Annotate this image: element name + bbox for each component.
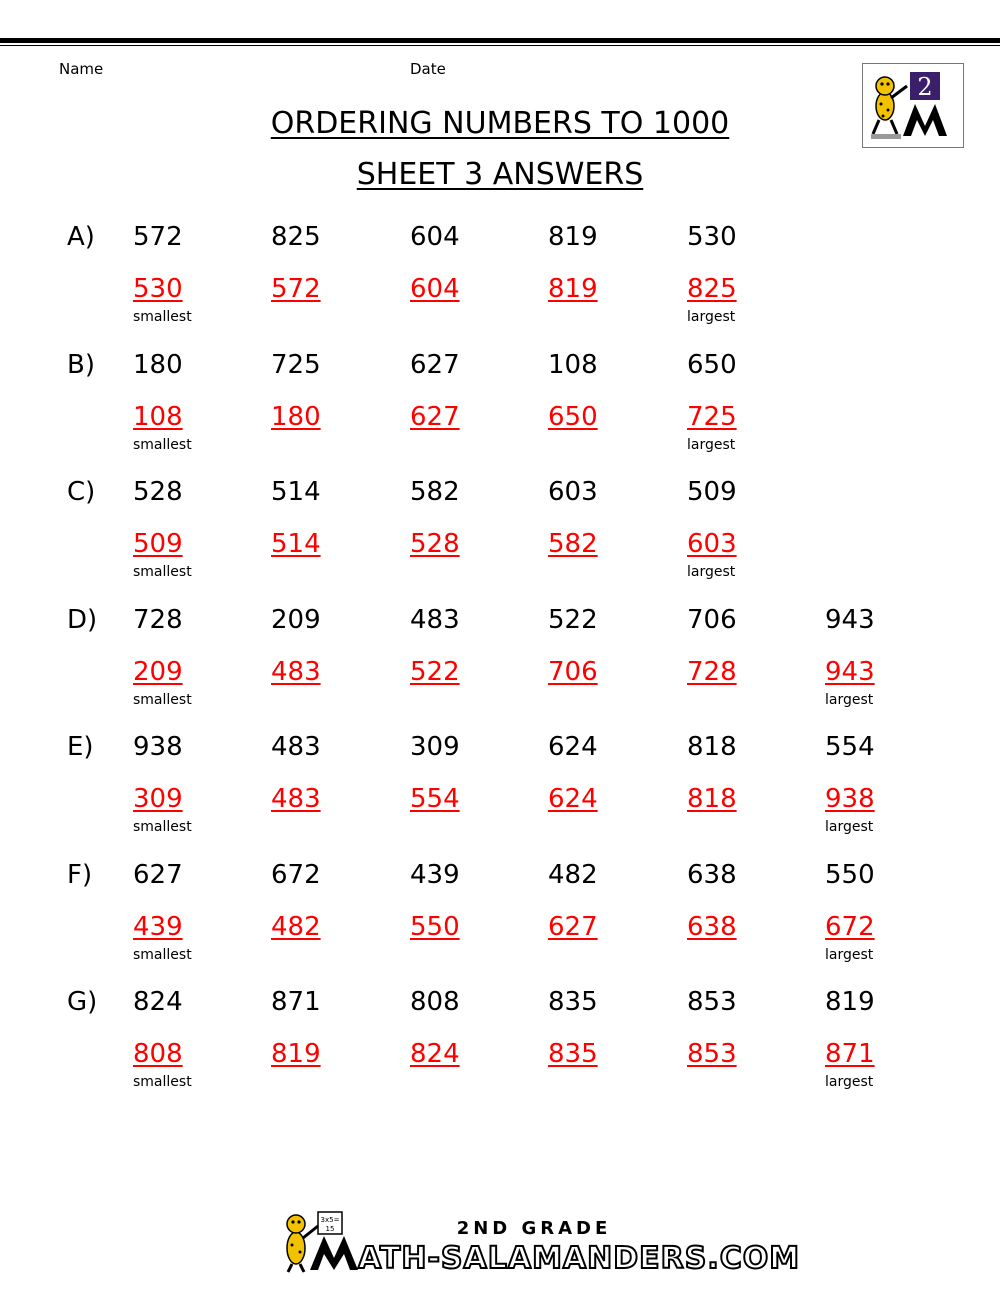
answer-number: 825 [687, 274, 737, 304]
largest-label: largest [825, 946, 874, 963]
problem-number: 819 [825, 987, 875, 1017]
answer-number: 483 [271, 784, 321, 814]
smallest-label: smallest [133, 819, 192, 835]
answer-number: 650 [548, 401, 598, 432]
problem-number: 108 [548, 349, 598, 380]
problem-number: 624 [548, 732, 598, 762]
salamander-logo [862, 63, 964, 148]
problem-number: 309 [410, 732, 460, 762]
answer-number: 819 [548, 274, 598, 304]
answer-number: 938 [825, 784, 875, 814]
problem-number: 604 [410, 222, 460, 252]
problem-number: 853 [687, 987, 737, 1017]
smallest-label: smallest [133, 309, 192, 325]
answer-number: 627 [548, 911, 598, 942]
answer-number: 582 [548, 529, 598, 559]
name-label: Name [59, 60, 104, 78]
problem-number: 209 [271, 604, 321, 635]
problem-letter: F) [67, 859, 93, 890]
answer-number: 818 [687, 784, 737, 814]
problem-letter: D) [67, 604, 98, 635]
answer-number: 871 [825, 1039, 875, 1069]
answer-number: 638 [687, 911, 737, 942]
smallest-label: smallest [133, 1074, 192, 1090]
answer-number: 706 [548, 656, 598, 687]
problem-number: 582 [410, 477, 460, 507]
largest-label: largest [825, 819, 874, 835]
answer-number: 604 [410, 274, 460, 304]
largest-label: largest [687, 436, 736, 453]
problem-number: 627 [410, 349, 460, 380]
problem-number: 439 [410, 859, 460, 890]
problem-number: 819 [548, 222, 598, 252]
problem-number: 528 [133, 477, 183, 507]
answer-number: 439 [133, 911, 183, 942]
footer-board-text-1: 3x5= [320, 1216, 340, 1224]
answer-number: 627 [410, 401, 460, 432]
problem-number: 483 [271, 732, 321, 762]
answer-number: 835 [548, 1039, 598, 1069]
problem-number: 824 [133, 987, 183, 1017]
page-subtitle: SHEET 3 ANSWERS [356, 157, 644, 192]
answer-number: 550 [410, 911, 460, 942]
answer-number: 528 [410, 529, 460, 559]
problem-letter: G) [67, 987, 98, 1017]
largest-label: largest [687, 564, 736, 580]
problem-number: 825 [271, 222, 321, 252]
problem-letter: C) [67, 477, 96, 507]
problem-number: 835 [548, 987, 598, 1017]
problem-number: 638 [687, 859, 737, 890]
answer-number: 514 [271, 529, 321, 559]
problem-number: 483 [410, 604, 460, 635]
problem-number: 938 [133, 732, 183, 762]
answer-number: 209 [133, 656, 183, 687]
answer-number: 853 [687, 1039, 737, 1069]
answer-number: 483 [271, 656, 321, 687]
problem-number: 871 [271, 987, 321, 1017]
problem-number: 522 [548, 604, 598, 635]
problem-number: 180 [133, 349, 183, 380]
problem-number: 550 [825, 859, 875, 890]
answer-number: 572 [271, 274, 321, 304]
answer-number: 180 [271, 401, 321, 432]
problem-letter: A) [67, 222, 95, 252]
page-title: ORDERING NUMBERS TO 1000 [270, 106, 730, 141]
answer-number: 522 [410, 656, 460, 687]
problem-number: 603 [548, 477, 598, 507]
smallest-label: smallest [133, 436, 192, 453]
footer-site-text: ATH-SALAMANDERS.COM [358, 1241, 801, 1276]
largest-label: largest [825, 1074, 874, 1090]
problem-number: 725 [271, 349, 321, 380]
answer-number: 728 [687, 656, 737, 687]
problem-number: 706 [687, 604, 737, 635]
date-label: Date [410, 60, 446, 78]
problem-number: 627 [133, 859, 183, 890]
problem-number: 808 [410, 987, 460, 1017]
answer-number: 624 [548, 784, 598, 814]
answer-number: 309 [133, 784, 183, 814]
largest-label: largest [687, 309, 736, 325]
salamander-logo-icon [863, 64, 963, 147]
problem-number: 509 [687, 477, 737, 507]
problem-number: 728 [133, 604, 183, 635]
answer-number: 808 [133, 1039, 183, 1069]
problem-number: 572 [133, 222, 183, 252]
answer-number: 943 [825, 656, 875, 687]
smallest-label: smallest [133, 564, 192, 580]
problem-letter: E) [67, 732, 94, 762]
footer-grade-text: 2ND GRADE [456, 1218, 612, 1239]
answer-number: 554 [410, 784, 460, 814]
answer-number: 725 [687, 401, 737, 432]
top-rule-thick [0, 38, 1000, 43]
problem-number: 514 [271, 477, 321, 507]
problem-number: 650 [687, 349, 737, 380]
answer-number: 824 [410, 1039, 460, 1069]
answer-number: 509 [133, 529, 183, 559]
footer-board-text-2: 15 [325, 1225, 335, 1233]
answer-number: 603 [687, 529, 737, 559]
problem-number: 818 [687, 732, 737, 762]
problem-letter: B) [67, 349, 95, 380]
answer-number: 672 [825, 911, 875, 942]
problem-number: 530 [687, 222, 737, 252]
logo-badge-text: 2 [917, 73, 933, 101]
footer-logo [274, 1210, 801, 1276]
problem-number: 943 [825, 604, 875, 635]
problem-number: 482 [548, 859, 598, 890]
smallest-label: smallest [133, 946, 192, 963]
problem-number: 554 [825, 732, 875, 762]
answer-number: 530 [133, 274, 183, 304]
smallest-label: smallest [133, 691, 192, 708]
problem-number: 672 [271, 859, 321, 890]
largest-label: largest [825, 691, 874, 708]
answer-number: 819 [271, 1039, 321, 1069]
answer-number: 108 [133, 401, 183, 432]
answer-number: 482 [271, 911, 321, 942]
top-rule-thin [0, 45, 1000, 46]
